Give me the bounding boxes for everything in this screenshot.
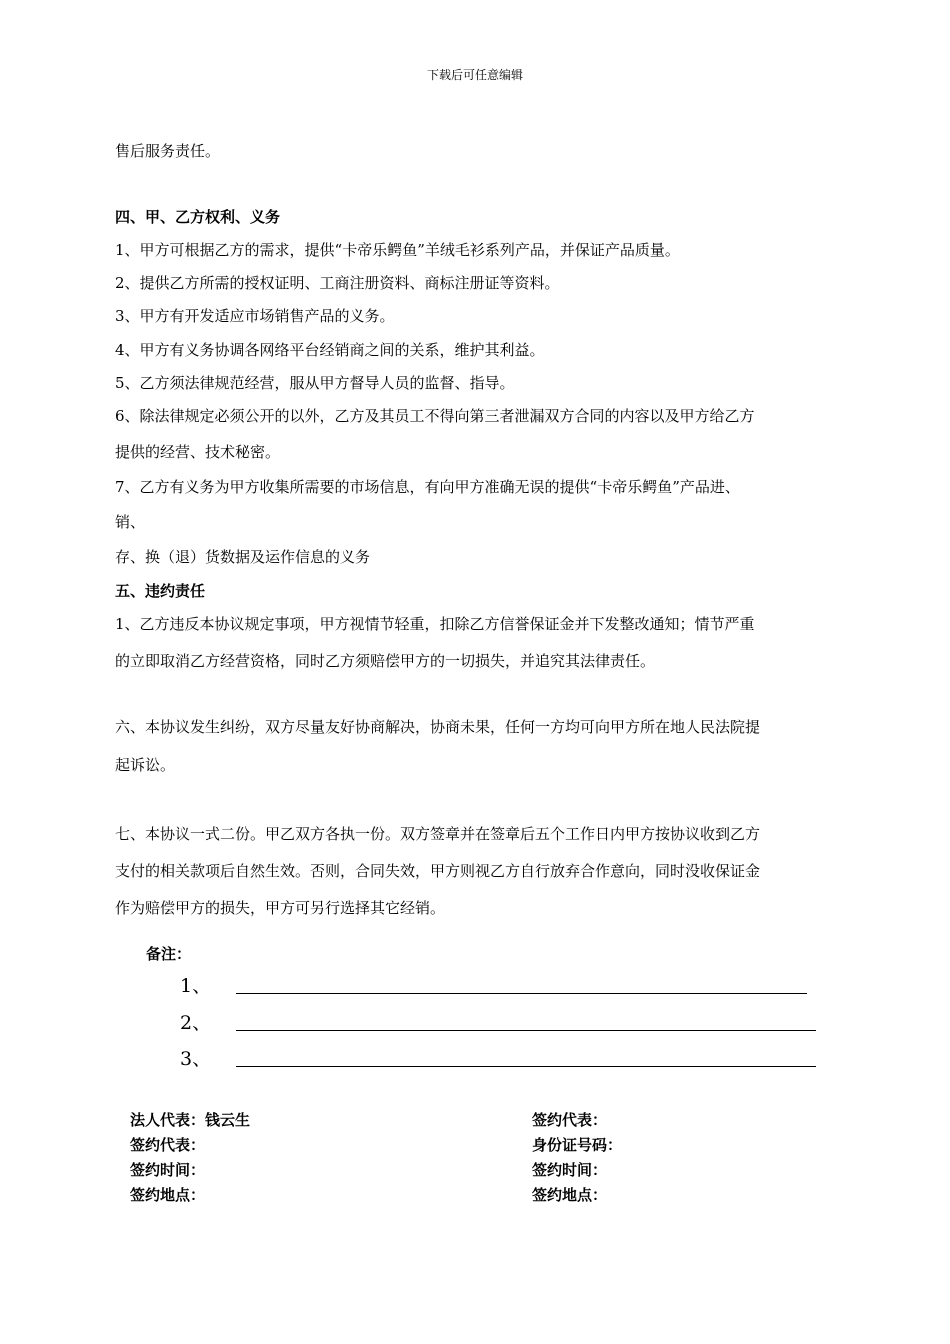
paragraph: 6、除法律规定必须公开的以外，乙方及其员工不得向第三者泄漏双方合同的内容以及甲方给乙方 [115,407,755,425]
note-number: 2、 [180,1012,212,1034]
paragraph-section-six: 六、本协议发生纠纷，双方尽量友好协商解决，协商未果，任何一方均可向甲方所在地人民法院提 [115,718,761,736]
section-heading-liability: 五、违约责任 [115,582,206,600]
paragraph: 1、乙方违反本协议规定事项，甲方视情节轻重，扣除乙方信誉保证金并下发整改通知；情节严重 [115,615,755,633]
paragraph: 存、换（退）货数据及运作信息的义务 [115,548,371,566]
paragraph: 1、甲方可根据乙方的需求，提供“卡帝乐鳄鱼”羊绒毛衫系列产品，并保证产品质量。 [115,241,680,259]
signature-signing-representative-b: 签约代表： [532,1111,608,1129]
signature-signing-place: 签约地点： [130,1186,206,1204]
page-header: 下载后可任意编辑 [426,68,523,82]
signature-signing-time-b: 签约时间： [532,1161,608,1179]
signature-signing-representative: 签约代表： [130,1136,206,1154]
paragraph: 作为赔偿甲方的损失，甲方可另行选择其它经销。 [115,899,446,917]
signature-signing-place-b: 签约地点： [532,1186,608,1204]
note-number: 3、 [180,1048,212,1070]
note-blank-line[interactable] [236,1066,816,1067]
paragraph: 提供的经营、技术秘密。 [115,443,281,461]
paragraph: 支付的相关款项后自然生效。否则，合同失效，甲方则视乙方自行放弃合作意向，同时没收保证金 [115,862,761,880]
notes-title: 备注： [146,945,192,963]
paragraph: 2、提供乙方所需的授权证明、工商注册资料、商标注册证等资料。 [115,274,560,292]
signature-signing-time: 签约时间： [130,1161,206,1179]
paragraph: 起诉讼。 [115,756,176,774]
paragraph: 3、甲方有开发适应市场销售产品的义务。 [115,307,395,325]
note-blank-line[interactable] [236,993,807,994]
paragraph-section-seven: 七、本协议一式二份。甲乙双方各执一份。双方签章并在签章后五个工作日内甲方按协议收到乙方 [115,825,761,843]
paragraph: 7、乙方有义务为甲方收集所需要的市场信息，有向甲方准确无误的提供“卡帝乐鳄鱼”产品进、 [115,478,740,496]
paragraph: 售后服务责任。 [115,142,221,160]
signature-id-number: 身份证号码： [532,1136,623,1154]
paragraph: 的立即取消乙方经营资格，同时乙方须赔偿甲方的一切损失，并追究其法律责任。 [115,652,656,670]
note-blank-line[interactable] [236,1030,816,1031]
section-heading-rights: 四、甲、乙方权利、义务 [115,208,281,226]
signature-legal-representative: 法人代表：钱云生 [130,1111,251,1129]
paragraph: 销、 [115,513,146,531]
paragraph: 5、乙方须法律规范经营，服从甲方督导人员的监督、指导。 [115,374,515,392]
note-number: 1、 [180,975,212,997]
paragraph: 4、甲方有义务协调各网络平台经销商之间的关系，维护其利益。 [115,341,545,359]
